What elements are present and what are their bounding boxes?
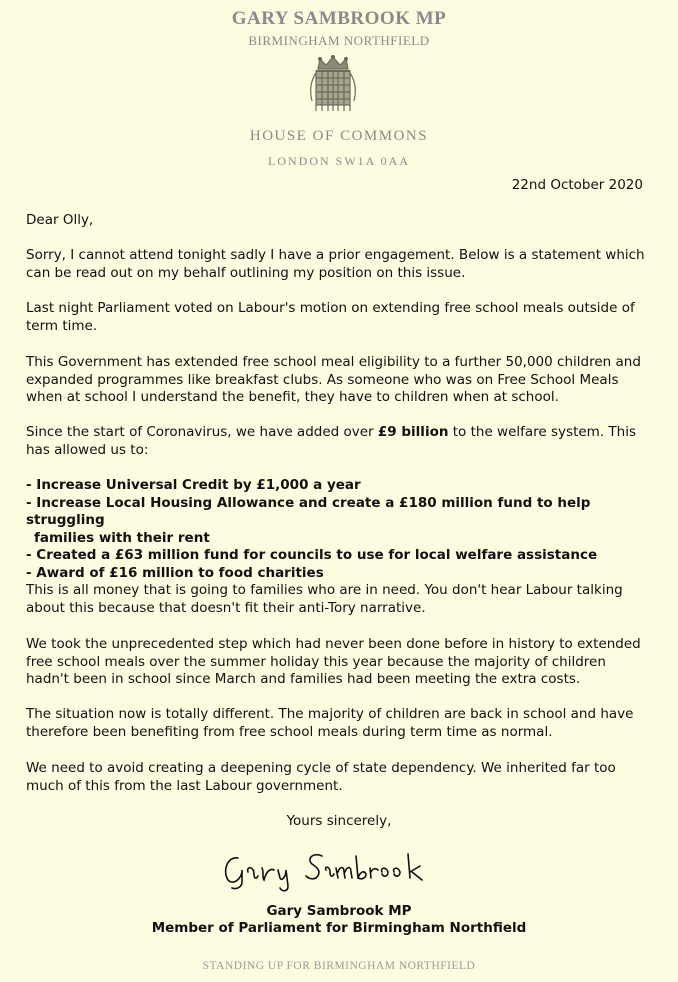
paragraph-eligibility: This Government has extended free school meal eligibility to a further 50,000 children and expanded programmes like breakfast clubs. As someone who was on Free School Meals when at school I understand the benefit, they have to children when at school.	[26, 354, 641, 405]
signatory-name: Gary Sambrook MP	[266, 903, 412, 919]
paragraph-summer: We took the unprecedented step which had never been done before in history to extended free school meals over the summer holiday this year because the majority of children hadn't been in school since March and families had been meeting the extra costs.	[26, 636, 641, 687]
signature	[218, 836, 438, 896]
letter-date: 22nd October 2020	[511, 177, 643, 193]
welfare-text-end: to the welfare system. This has allowed us to:	[26, 424, 636, 458]
paragraph-families: This is all money that is going to families who are in need. You don't hear Labour talking about this because that doesn't fit their anti-Tory narrative.	[26, 582, 623, 616]
letterhead-address: LONDON SW1A 0AA	[268, 154, 410, 168]
list-item-continuation: families with their rent	[34, 529, 210, 546]
signatory-title: Member of Parliament for Birmingham Northfield	[151, 920, 527, 936]
welfare-amount: £9 billion	[377, 424, 449, 440]
paragraph-apology: Sorry, I cannot attend tonight sadly I have a prior engagement. Below is a statement which can be read out on my behalf outlining my position on this issue.	[26, 247, 645, 281]
footer-tagline: STANDING UP FOR BIRMINGHAM NORTHFIELD	[202, 960, 476, 972]
welfare-measures-list	[26, 477, 652, 582]
letterhead-constituency: BIRMINGHAM NORTHFIELD	[248, 33, 430, 48]
portcullis-icon	[306, 55, 360, 119]
salutation: Dear Olly,	[26, 212, 94, 228]
paragraph-situation: The situation now is totally different. The majority of children are back in school and have therefore been benefiting from free school meals during term time as normal.	[26, 706, 634, 740]
list-item: - Award of £16 million to food charities	[26, 564, 324, 581]
list-item: - Created a £63 million fund for councils to use for local welfare assistance	[26, 547, 598, 563]
paragraph-vote: Last night Parliament voted on Labour's motion on extending free school meals outside of term time.	[26, 300, 635, 334]
welfare-text-start: Since the start of Coronavirus, we have added over	[26, 424, 378, 440]
list-item: - Increase Local Housing Allowance and create a £180 million fund to help struggling	[26, 494, 591, 528]
letterhead-mp-name: GARY SAMBROOK MP	[231, 8, 447, 29]
closing: Yours sincerely,	[286, 813, 392, 829]
letterhead-house: HOUSE OF COMMONS	[249, 128, 429, 144]
paragraph-dependency: We need to avoid creating a deepening cycle of state dependency. We inherited far too much of this from the last Labour government.	[26, 760, 616, 794]
list-item: - Increase Universal Credit by £1,000 a year	[26, 477, 361, 493]
paragraph-welfare	[26, 424, 652, 459]
